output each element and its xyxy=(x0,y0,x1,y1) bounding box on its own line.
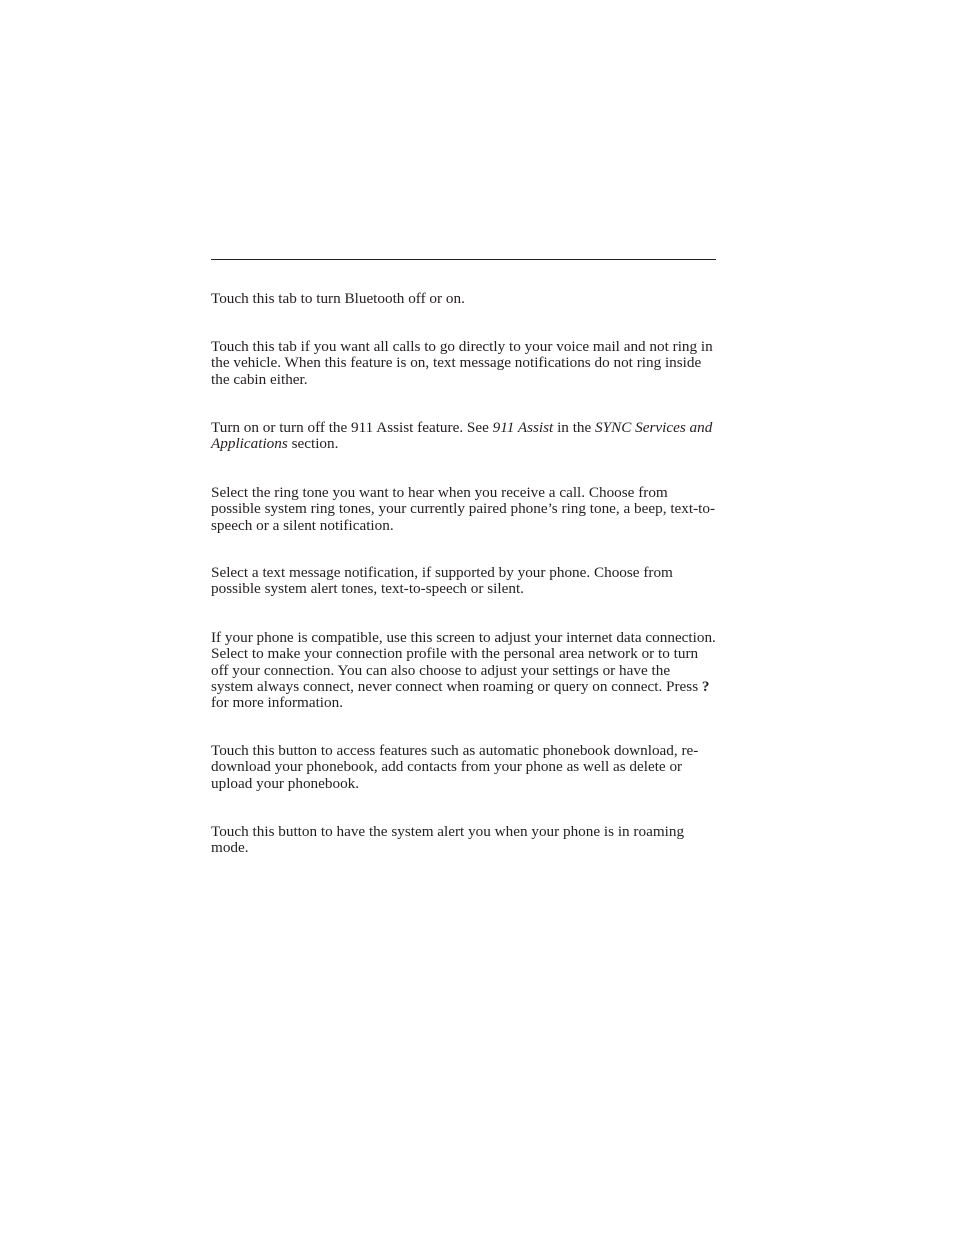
do-not-disturb-description: Touch this tab if you want all calls to go directly to your voice mail and not ring in the vehicle. When this feature is on, text message notifications do not ring inside the cabin either. xyxy=(211,338,713,388)
internet-text-before: If your phone is compatible, use this screen to adjust your internet data connection. Select to make your connection profile with the personal area network or to turn off your connection. You can also choose to adjust your settings or have the system always connect, never connect when roaming or query on connect. Press xyxy=(211,629,716,695)
assist-text-before: Turn on or turn off the 911 Assist feature. See xyxy=(211,419,493,436)
assist-link-text: 911 Assist xyxy=(492,419,554,436)
internet-text-after: for more information. xyxy=(211,694,344,712)
help-question-mark: ? xyxy=(701,677,710,695)
assist-text-after: section. xyxy=(287,435,339,453)
assist-description xyxy=(211,420,716,453)
header-rule xyxy=(211,259,716,260)
assist-text-middle: in the xyxy=(553,419,596,436)
ring-tone-description: Select the ring tone you want to hear when you receive a call. Choose from possible system ring tones, your currently paired phone’s ring tone, a beep, text-to-speech or a silent notification. xyxy=(211,484,716,534)
text-notification-description: Select a text message notification, if supported by your phone. Choose from possible system alert tones, text-to-speech or silent. xyxy=(211,564,673,598)
bluetooth-description: Touch this tab to turn Bluetooth off or on. xyxy=(211,290,465,307)
sync-section-reference: SYNC Services and Applications xyxy=(211,419,713,453)
internet-connection-description xyxy=(211,630,716,711)
roaming-description: Touch this button to have the system alert you when your phone is in roaming mode. xyxy=(211,823,685,857)
phonebook-description: Touch this button to access features such as automatic phonebook download, re-download your phonebook, add contacts from your phone as well as delete or upload your phonebook. xyxy=(211,742,699,792)
